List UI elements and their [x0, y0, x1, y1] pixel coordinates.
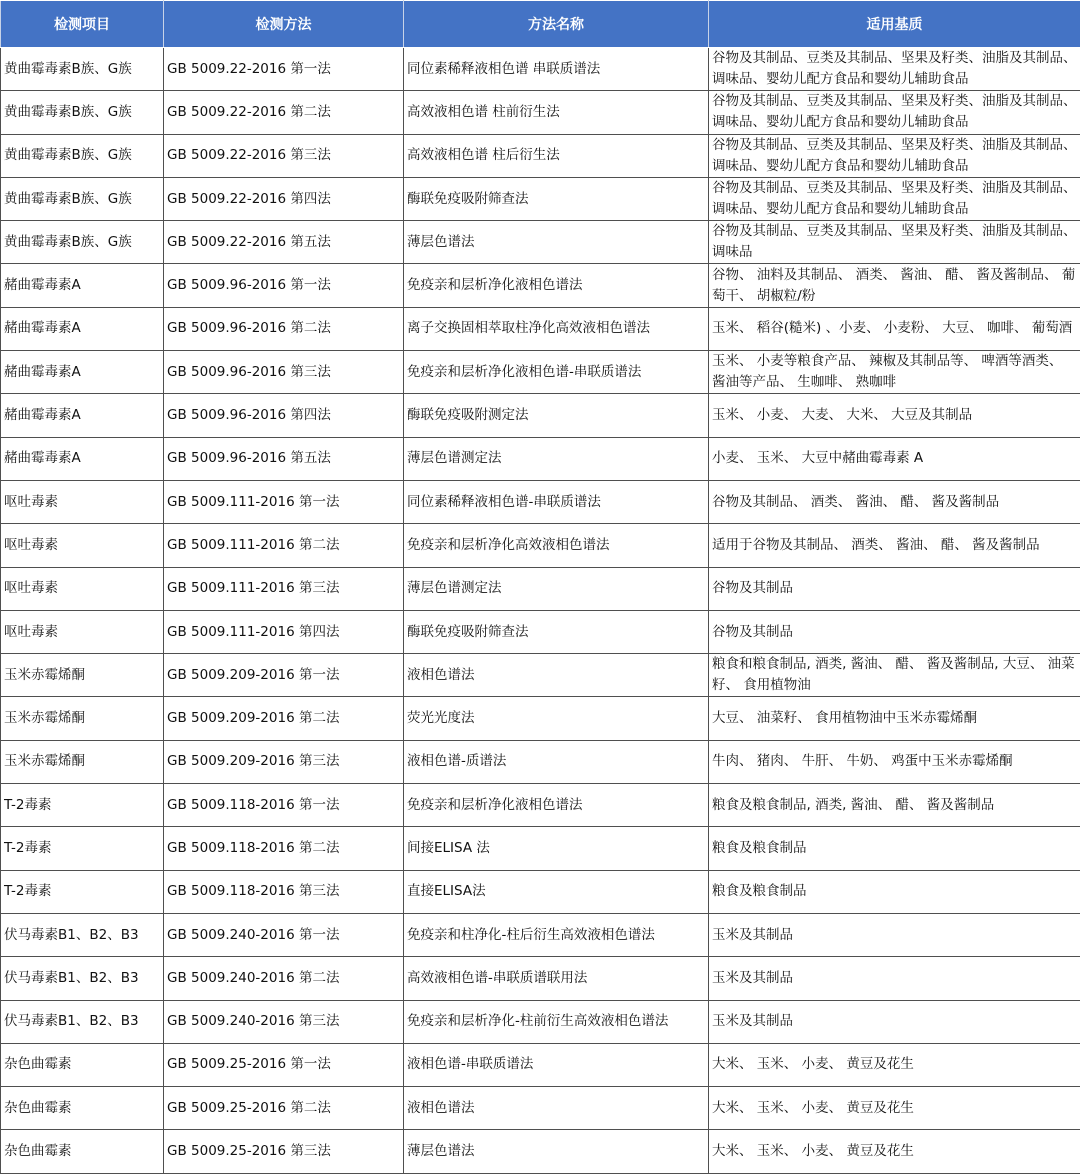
method-name-cell: 薄层色谱法 [404, 221, 709, 264]
test-method-cell: GB 5009.111-2016 第二法 [164, 524, 404, 567]
table-row [1, 610, 1080, 653]
test-method-cell: GB 5009.22-2016 第五法 [164, 221, 404, 264]
applicable-matrix-cell: 玉米、 小麦、 大麦、 大米、 大豆及其制品 [709, 394, 1080, 437]
test-method-cell: GB 5009.25-2016 第三法 [164, 1130, 404, 1173]
applicable-matrix-cell: 玉米及其制品 [709, 913, 1080, 956]
test-method-cell: GB 5009.209-2016 第一法 [164, 654, 404, 697]
method-name-cell: 直接ELISA法 [404, 870, 709, 913]
test-item-cell: 玉米赤霉烯酮 [1, 740, 164, 783]
test-method-cell: GB 5009.111-2016 第三法 [164, 567, 404, 610]
applicable-matrix-cell: 谷物、 油料及其制品、 酒类、 酱油、 醋、 酱及酱制品、 葡萄干、 胡椒粒/粉 [709, 264, 1080, 307]
applicable-matrix-cell: 粮食及粮食制品 [709, 827, 1080, 870]
table-row [1, 221, 1080, 264]
method-name-cell: 荧光光度法 [404, 697, 709, 740]
table-row [1, 697, 1080, 740]
table-row [1, 1043, 1080, 1086]
method-name-cell: 同位素稀释液相色谱-串联质谱法 [404, 480, 709, 523]
method-name-cell: 液相色谱-质谱法 [404, 740, 709, 783]
test-item-cell: 黄曲霉毒素B族、G族 [1, 221, 164, 264]
test-method-cell: GB 5009.118-2016 第一法 [164, 784, 404, 827]
applicable-matrix-cell: 大米、 玉米、 小麦、 黄豆及花生 [709, 1043, 1080, 1086]
method-name-cell: 离子交换固相萃取柱净化高效液相色谱法 [404, 307, 709, 350]
table-row [1, 1130, 1080, 1173]
test-item-cell: 呕吐毒素 [1, 567, 164, 610]
table-row [1, 264, 1080, 307]
test-method-cell: GB 5009.96-2016 第一法 [164, 264, 404, 307]
table-body [1, 48, 1080, 1174]
test-method-cell: GB 5009.96-2016 第三法 [164, 351, 404, 394]
test-method-cell: GB 5009.22-2016 第二法 [164, 91, 404, 134]
test-item-cell: 伏马毒素B1、B2、B3 [1, 957, 164, 1000]
applicable-matrix-cell: 谷物及其制品、豆类及其制品、坚果及籽类、油脂及其制品、调味品、婴幼儿配方食品和婴幼儿辅助食品 [709, 48, 1080, 91]
method-name-cell: 免疫亲和层析净化液相色谱-串联质谱法 [404, 351, 709, 394]
table-row [1, 1087, 1080, 1130]
applicable-matrix-cell: 玉米、 稻谷(糙米) 、小麦、 小麦粉、 大豆、 咖啡、 葡萄酒 [709, 307, 1080, 350]
test-item-cell: 呕吐毒素 [1, 610, 164, 653]
test-item-cell: 杂色曲霉素 [1, 1043, 164, 1086]
test-method-cell: GB 5009.240-2016 第二法 [164, 957, 404, 1000]
table-row [1, 654, 1080, 697]
test-method-cell: GB 5009.22-2016 第一法 [164, 48, 404, 91]
applicable-matrix-cell: 谷物及其制品、豆类及其制品、坚果及籽类、油脂及其制品、调味品、婴幼儿配方食品和婴幼儿辅助食品 [709, 177, 1080, 220]
header-test-item: 检测项目 [1, 1, 164, 48]
applicable-matrix-cell: 玉米及其制品 [709, 1000, 1080, 1043]
table-row [1, 740, 1080, 783]
table-row [1, 351, 1080, 394]
table-row [1, 913, 1080, 956]
table-row [1, 134, 1080, 177]
test-method-cell: GB 5009.22-2016 第三法 [164, 134, 404, 177]
test-method-cell: GB 5009.118-2016 第三法 [164, 870, 404, 913]
test-item-cell: T-2毒素 [1, 870, 164, 913]
applicable-matrix-cell: 谷物及其制品 [709, 610, 1080, 653]
table-row [1, 437, 1080, 480]
test-method-cell: GB 5009.118-2016 第二法 [164, 827, 404, 870]
table-row [1, 784, 1080, 827]
test-item-cell: T-2毒素 [1, 827, 164, 870]
test-item-cell: 赭曲霉毒素A [1, 351, 164, 394]
table-row [1, 307, 1080, 350]
table-row [1, 394, 1080, 437]
method-name-cell: 高效液相色谱 柱后衍生法 [404, 134, 709, 177]
method-name-cell: 薄层色谱测定法 [404, 567, 709, 610]
test-item-cell: 赭曲霉毒素A [1, 437, 164, 480]
method-name-cell: 免疫亲和柱净化-柱后衍生高效液相色谱法 [404, 913, 709, 956]
applicable-matrix-cell: 粮食及粮食制品, 酒类, 酱油、 醋、 酱及酱制品 [709, 784, 1080, 827]
method-name-cell: 高效液相色谱 柱前衍生法 [404, 91, 709, 134]
test-item-cell: 伏马毒素B1、B2、B3 [1, 913, 164, 956]
test-method-cell: GB 5009.25-2016 第二法 [164, 1087, 404, 1130]
test-item-cell: 黄曲霉毒素B族、G族 [1, 48, 164, 91]
method-name-cell: 液相色谱-串联质谱法 [404, 1043, 709, 1086]
applicable-matrix-cell: 谷物及其制品、豆类及其制品、坚果及籽类、油脂及其制品、调味品、婴幼儿配方食品和婴幼儿辅助食品 [709, 91, 1080, 134]
table-row [1, 567, 1080, 610]
applicable-matrix-cell: 小麦、 玉米、 大豆中赭曲霉毒素 A [709, 437, 1080, 480]
test-method-cell: GB 5009.96-2016 第二法 [164, 307, 404, 350]
header-method-name: 方法名称 [404, 1, 709, 48]
table-row [1, 480, 1080, 523]
test-item-cell: 杂色曲霉素 [1, 1130, 164, 1173]
test-method-cell: GB 5009.111-2016 第四法 [164, 610, 404, 653]
test-item-cell: 呕吐毒素 [1, 524, 164, 567]
method-name-cell: 免疫亲和层析净化液相色谱法 [404, 264, 709, 307]
test-method-cell: GB 5009.22-2016 第四法 [164, 177, 404, 220]
header-test-method: 检测方法 [164, 1, 404, 48]
table-row [1, 524, 1080, 567]
applicable-matrix-cell: 大米、 玉米、 小麦、 黄豆及花生 [709, 1130, 1080, 1173]
method-name-cell: 间接ELISA 法 [404, 827, 709, 870]
test-method-cell: GB 5009.209-2016 第二法 [164, 697, 404, 740]
test-method-cell: GB 5009.25-2016 第一法 [164, 1043, 404, 1086]
applicable-matrix-cell: 大米、 玉米、 小麦、 黄豆及花生 [709, 1087, 1080, 1130]
test-item-cell: 赭曲霉毒素A [1, 264, 164, 307]
applicable-matrix-cell: 适用于谷物及其制品、 酒类、 酱油、 醋、 酱及酱制品 [709, 524, 1080, 567]
method-name-cell: 酶联免疫吸附测定法 [404, 394, 709, 437]
applicable-matrix-cell: 谷物及其制品、豆类及其制品、坚果及籽类、油脂及其制品、调味品 [709, 221, 1080, 264]
table-row [1, 870, 1080, 913]
method-name-cell: 液相色谱法 [404, 654, 709, 697]
method-name-cell: 高效液相色谱-串联质谱联用法 [404, 957, 709, 1000]
test-item-cell: 黄曲霉毒素B族、G族 [1, 91, 164, 134]
test-item-cell: 玉米赤霉烯酮 [1, 697, 164, 740]
applicable-matrix-cell: 粮食和粮食制品, 酒类, 酱油、 醋、 酱及酱制品, 大豆、 油菜籽、 食用植物油 [709, 654, 1080, 697]
method-name-cell: 免疫亲和层析净化液相色谱法 [404, 784, 709, 827]
method-name-cell: 酶联免疫吸附筛查法 [404, 177, 709, 220]
header-row [1, 1, 1080, 48]
test-item-cell: 玉米赤霉烯酮 [1, 654, 164, 697]
applicable-matrix-cell: 谷物及其制品、豆类及其制品、坚果及籽类、油脂及其制品、调味品、婴幼儿配方食品和婴幼儿辅助食品 [709, 134, 1080, 177]
method-name-cell: 薄层色谱测定法 [404, 437, 709, 480]
test-method-cell: GB 5009.96-2016 第五法 [164, 437, 404, 480]
method-name-cell: 同位素稀释液相色谱 串联质谱法 [404, 48, 709, 91]
test-item-cell: 杂色曲霉素 [1, 1087, 164, 1130]
test-method-cell: GB 5009.209-2016 第三法 [164, 740, 404, 783]
applicable-matrix-cell: 谷物及其制品 [709, 567, 1080, 610]
table-row [1, 827, 1080, 870]
method-name-cell: 薄层色谱法 [404, 1130, 709, 1173]
table-row [1, 48, 1080, 91]
test-item-cell: 呕吐毒素 [1, 480, 164, 523]
table-row [1, 1000, 1080, 1043]
method-name-cell: 液相色谱法 [404, 1087, 709, 1130]
table-header [1, 1, 1080, 48]
test-method-cell: GB 5009.240-2016 第一法 [164, 913, 404, 956]
test-item-cell: 伏马毒素B1、B2、B3 [1, 1000, 164, 1043]
method-name-cell: 酶联免疫吸附筛查法 [404, 610, 709, 653]
header-applicable-matrix: 适用基质 [709, 1, 1080, 48]
test-method-cell: GB 5009.240-2016 第三法 [164, 1000, 404, 1043]
applicable-matrix-cell: 粮食及粮食制品 [709, 870, 1080, 913]
test-item-cell: 黄曲霉毒素B族、G族 [1, 134, 164, 177]
applicable-matrix-cell: 玉米及其制品 [709, 957, 1080, 1000]
applicable-matrix-cell: 牛肉、 猪肉、 牛肝、 牛奶、 鸡蛋中玉米赤霉烯酮 [709, 740, 1080, 783]
test-method-cell: GB 5009.96-2016 第四法 [164, 394, 404, 437]
test-item-cell: 黄曲霉毒素B族、G族 [1, 177, 164, 220]
method-name-cell: 免疫亲和层析净化高效液相色谱法 [404, 524, 709, 567]
test-method-cell: GB 5009.111-2016 第一法 [164, 480, 404, 523]
applicable-matrix-cell: 玉米、 小麦等粮食产品、 辣椒及其制品等、 啤酒等酒类、 酱油等产品、 生咖啡、 熟咖啡 [709, 351, 1080, 394]
method-name-cell: 免疫亲和层析净化-柱前衍生高效液相色谱法 [404, 1000, 709, 1043]
test-item-cell: T-2毒素 [1, 784, 164, 827]
table-row [1, 177, 1080, 220]
test-item-cell: 赭曲霉毒素A [1, 307, 164, 350]
applicable-matrix-cell: 谷物及其制品、 酒类、 酱油、 醋、 酱及酱制品 [709, 480, 1080, 523]
test-item-cell: 赭曲霉毒素A [1, 394, 164, 437]
table-row [1, 91, 1080, 134]
applicable-matrix-cell: 大豆、 油菜籽、 食用植物油中玉米赤霉烯酮 [709, 697, 1080, 740]
table-row [1, 957, 1080, 1000]
